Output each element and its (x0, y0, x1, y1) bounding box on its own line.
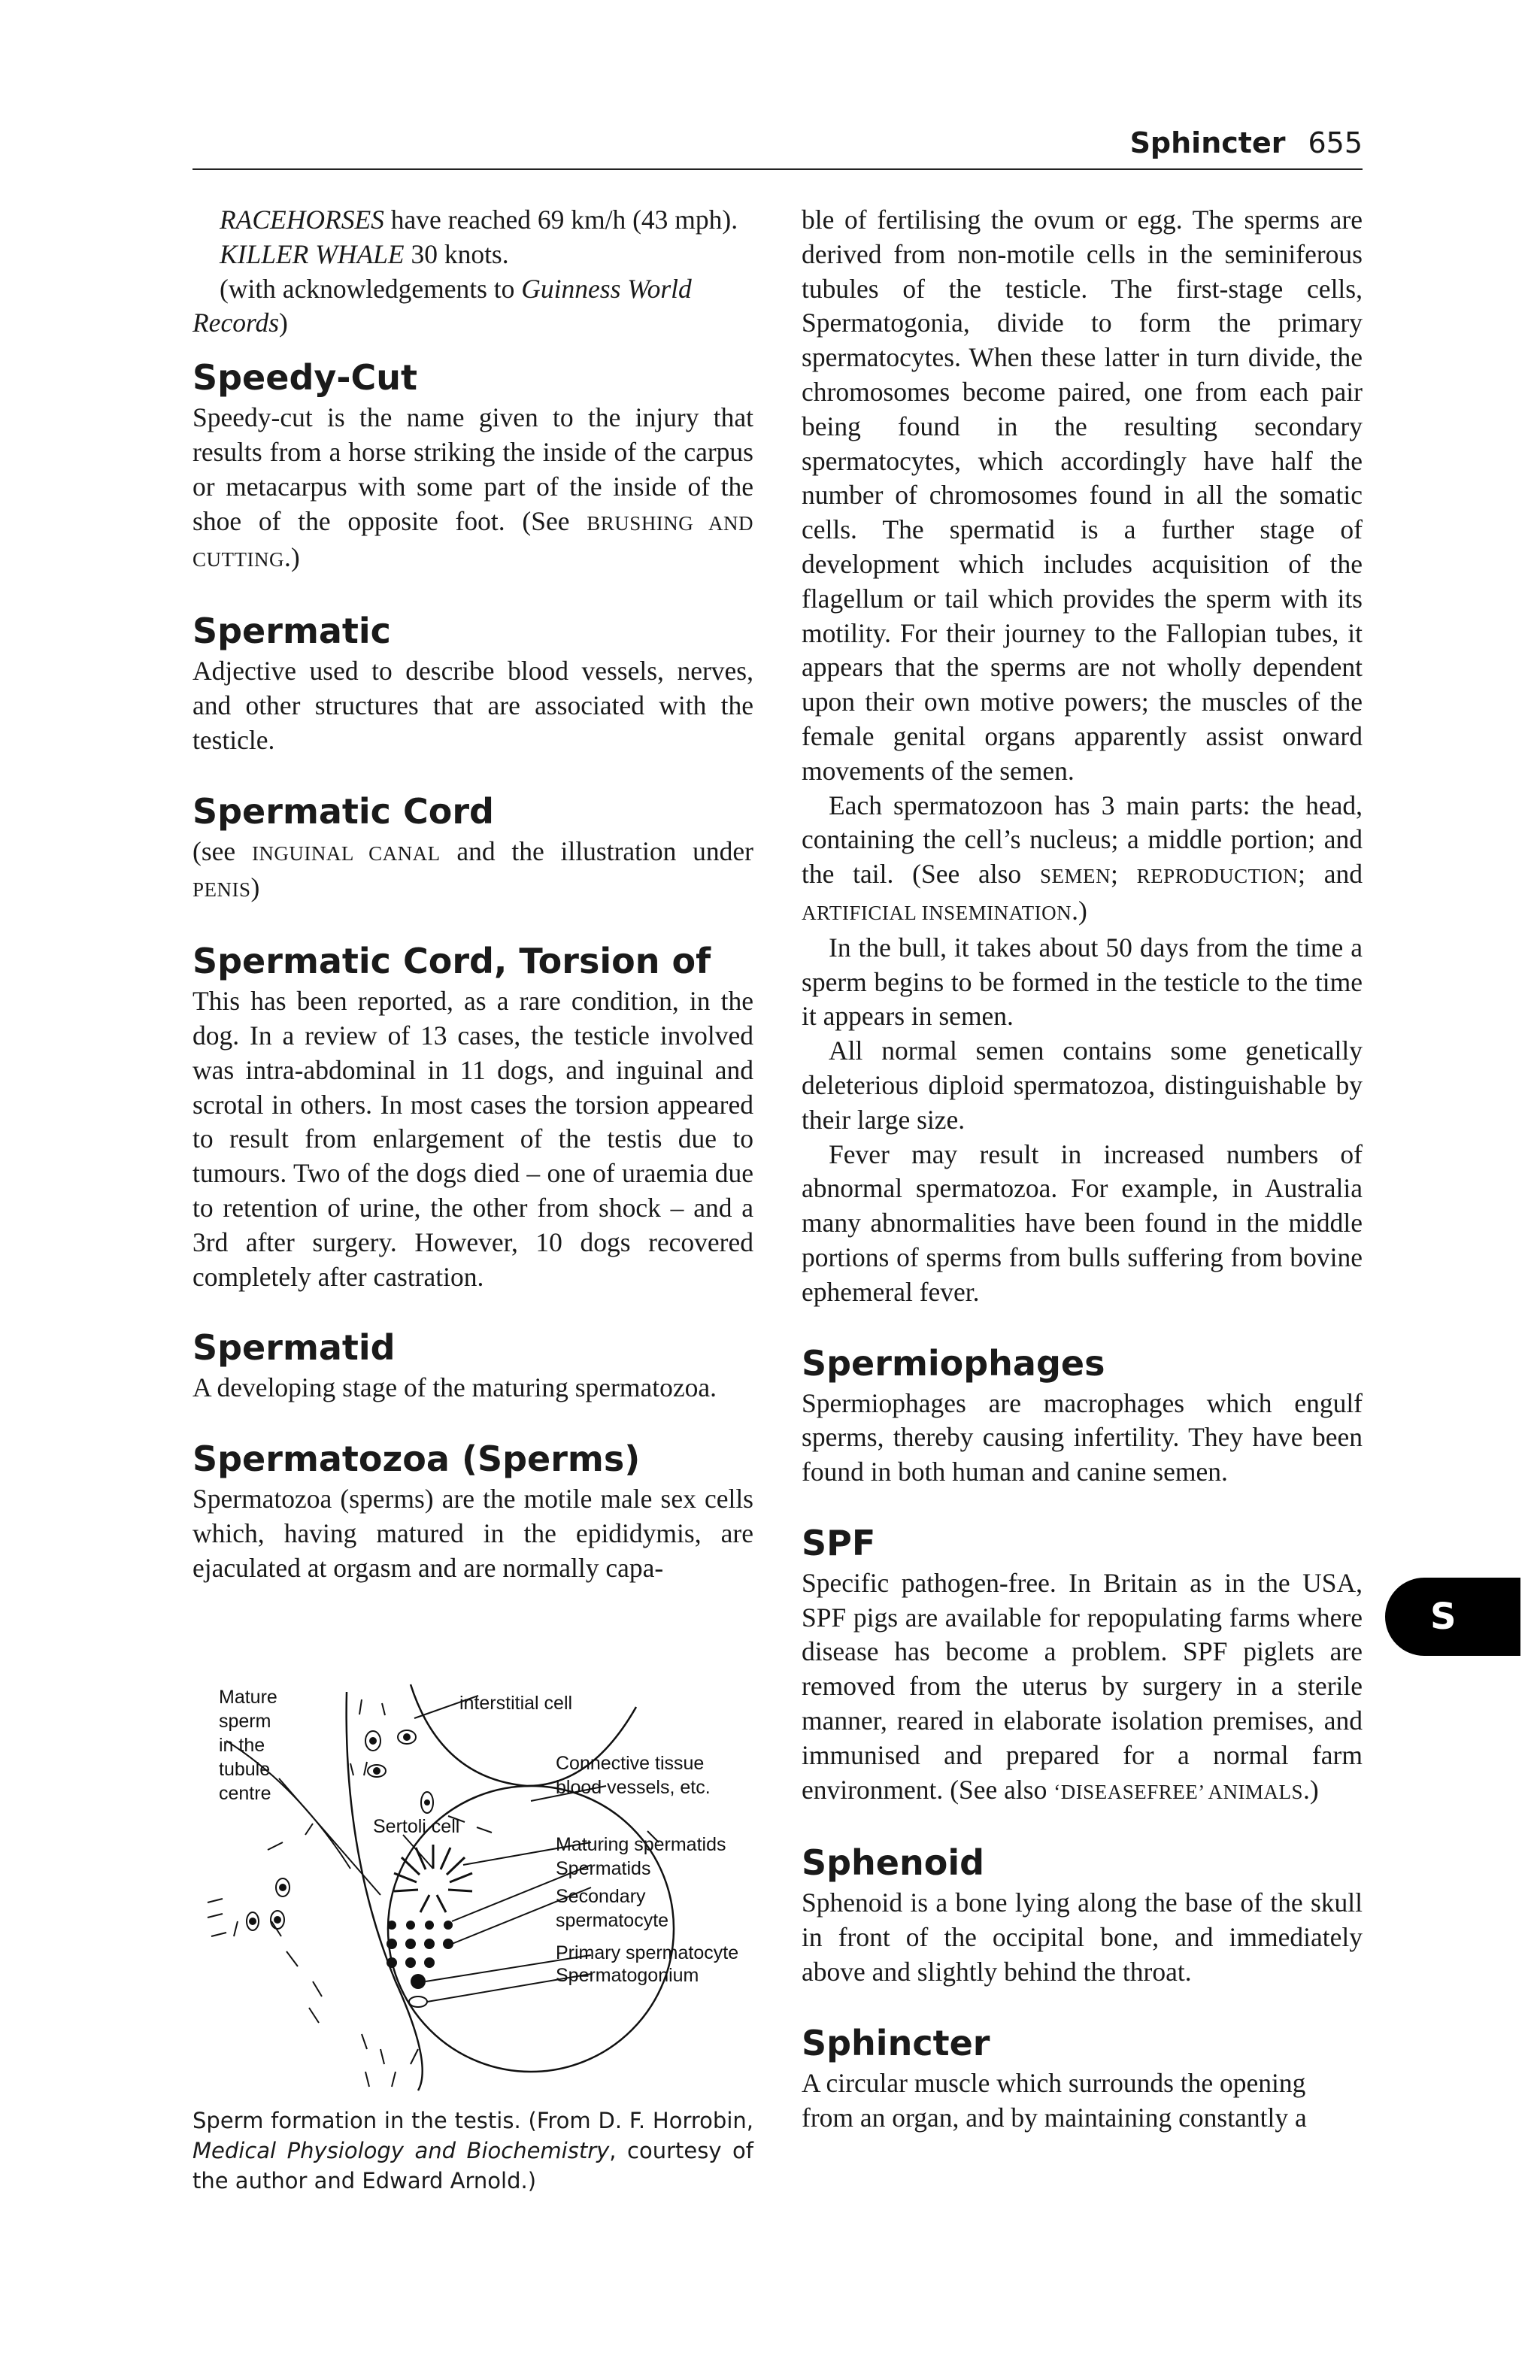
label-spermatogonium: Spermatogonium (556, 1965, 699, 1986)
sperm-formation-figure (192, 1673, 764, 2094)
racehorses-entry (192, 203, 753, 238)
page-number: 655 (1308, 126, 1363, 159)
speedy-cut-cross-ref[interactable]: BRUSHING AND CUTTING (192, 511, 753, 572)
cross-ref-diseasefree-animals[interactable]: ‘DISEASEFREE’ ANIMALS (1053, 1780, 1303, 1803)
bull-paragraph: In the bull, it takes about 50 days from the time a sperm begins to be formed in the testicle to the time it appears in semen. (802, 932, 1363, 1032)
cross-ref-semen[interactable]: SEMEN (1039, 865, 1111, 888)
right-column (802, 203, 1363, 2135)
spermatozoa-continued: ble of fertilising the ovum or egg. The sperms are derived from non-motile cells in the seminiferous tubules of the testicle. The first-stage cells, Spermatogonia, divide to form the primary spermatocytes. When these latter in turn divide, the chromosomes become paired, one from each pair being found in the resulting secondary spermatocytes, which accordingly have half the number of chromosomes found in all the somatic cells. The spermatid is a further stage of development which includes acquisition of the flagellum or tail which provides the sperm with its motility. For their journey to the Fallopian tubes, it appears that the sperms are not wholly dependent upon their own motive powers; the muscles of the female genital organs apparently assist onward movements of the semen. (802, 205, 1363, 786)
spermatic-cord-close: ) (250, 872, 260, 903)
label-interstitial-cell: interstitial cell (459, 1693, 573, 1714)
label-primary-spermatocyte: Primary spermatocyte (556, 1942, 739, 1963)
ack-source: Guinness World Records (192, 273, 692, 338)
killer-whale-name: KILLER WHALE (220, 238, 405, 269)
spermatozoon-parts (802, 789, 1363, 931)
header-title: Sphincter (1129, 126, 1286, 159)
heading-speedy-cut: Speedy-Cut (192, 357, 417, 399)
spf-see-end: .) (1302, 1774, 1319, 1805)
speedy-cut-body (192, 401, 753, 578)
spermatic-cord-open: (see (192, 835, 252, 866)
spf-see: (See also (950, 1774, 1054, 1805)
left-column (192, 203, 753, 1586)
speedy-cut-see-end: .) (283, 542, 300, 573)
sperm-formation-diagram (192, 1673, 764, 2094)
cross-ref-inguinal-canal[interactable]: INGUINAL CANAL (251, 841, 441, 865)
heading-spermatic: Spermatic (192, 611, 391, 652)
cross-ref-artificial-insemination[interactable]: ARTIFICIAL INSEMINATION (802, 901, 1072, 924)
figure-caption (192, 2106, 753, 2196)
ack-post: ) (279, 308, 288, 338)
label-secondary-spermatocyte-2: spermatocyte (556, 1910, 669, 1931)
parts-see: (See also (912, 859, 1040, 890)
killer-whale-entry (192, 238, 753, 272)
caption-credit: , courtesy of the author and Edward Arnold.) (192, 2138, 753, 2194)
label-sertoli-cell: Sertoli cell (373, 1816, 460, 1837)
heading-spermatid: Spermatid (192, 1327, 396, 1369)
heading-spermatic-cord: Spermatic Cord (192, 790, 494, 832)
heading-spermiophages: Spermiophages (802, 1342, 1105, 1384)
killer-whale-text: 30 knots. (404, 238, 509, 269)
spermatic-cord-mid: and the illustration under (440, 835, 753, 866)
speedy-cut-see: (See (522, 505, 587, 536)
sphincter-body: A circular muscle which surrounds the opening from an organ, and by maintaining constantly a (802, 2067, 1307, 2133)
parts-sep-2: ; and (1298, 859, 1363, 890)
label-mature-sperm-2: sperm (219, 1711, 271, 1732)
spf-body (802, 1566, 1363, 1810)
spermatogonium-cell (409, 1996, 427, 2007)
heading-sphincter: Sphincter (802, 2022, 990, 2063)
ack-pre: (with acknowledgements to (220, 273, 522, 304)
running-head (192, 126, 1363, 170)
parts-sep-1: ; (1110, 859, 1137, 890)
label-spermatids: Spermatids (556, 1858, 651, 1879)
label-mature-sperm-1: Mature (219, 1687, 277, 1708)
label-maturing-spermatids: Maturing spermatids (556, 1834, 726, 1855)
racehorses-text: have reached 69 km/h (43 mph). (383, 205, 738, 235)
fever-paragraph: Fever may result in increased numbers of abnormal spermatozoa. For example, in Australia many abnormalities have been found in the middle portions of sperms from bulls suffering from bovine ephemeral fever. (802, 1138, 1363, 1307)
label-connective-tissue-1: Connective tissue (556, 1753, 705, 1774)
torsion-body: This has been reported, as a rare condition, in the dog. In a review of 13 cases, the testicle involved was intra-abdominal in 11 dogs, and inguinal and scrotal in others. In most cases the torsion appeared to result from enlargement of the testis due to tumours. Two of the dogs died – one of uraemia due to retention of urine, the other from shock – and a 3rd after surgery. However, 10 dogs recovered completely after castration. (192, 986, 753, 1292)
thumb-index-tab: S (1385, 1578, 1520, 1656)
spermatic-body: Adjective used to describe blood vessels, nerves, and other structures that are associated with the testicle. (192, 656, 753, 755)
running-head-text (1130, 126, 1363, 159)
speedy-cut-text: Speedy-cut is the name given to the injury that results from a horse striking the inside of the carpus or metacarpus with some part of the inside of the shoe of the opposite foot. (192, 402, 753, 536)
heading-spf: SPF (802, 1522, 876, 1563)
label-mature-sperm-3: in the (219, 1735, 265, 1756)
diploid-paragraph: All normal semen contains some genetically deleterious diploid spermatozoa, distinguishable by their large size. (802, 1035, 1363, 1135)
spermatid-body: A developing stage of the maturing spermatozoa. (192, 1372, 717, 1403)
spermiophages-body: Spermiophages are macrophages which engulf sperms, thereby causing infertility. They have been found in both human and canine semen. (802, 1387, 1363, 1487)
heading-sphenoid: Sphenoid (802, 1842, 985, 1884)
label-mature-sperm-4: tubule (219, 1759, 271, 1780)
caption-book-title: Medical Physiology and Biochemistry (192, 2138, 610, 2163)
sertoli-cell-shape (421, 1792, 433, 1813)
cross-ref-reproduction[interactable]: REPRODUCTION (1136, 865, 1299, 888)
caption-text: Sperm formation in the testis. (From D. F. Horrobin, (192, 2108, 753, 2133)
label-secondary-spermatocyte-1: Secondary (556, 1886, 646, 1907)
racehorses-name: RACEHORSES (220, 205, 384, 235)
spermatic-cord-body (192, 835, 753, 908)
label-mature-sperm-5: centre (219, 1783, 271, 1804)
parts-text: Each spermatozoon has 3 main parts: the head, containing the cell’s nucleus; a middle portion; and the tail. (802, 790, 1363, 890)
label-connective-tissue-2: blood vessels, etc. (556, 1777, 711, 1798)
cross-ref-penis[interactable]: PENIS (192, 878, 251, 902)
parts-end: .) (1072, 895, 1087, 926)
heading-torsion: Spermatic Cord, Torsion of (192, 941, 711, 982)
spf-text: Specific pathogen-free. In Britain as in the USA, SPF pigs are available for repopulating farms where disease has become a problem. SPF piglets are removed from the uterus by surgery in a sterile manner, reared in elaborate isolation premises, and immunised and prepared for a normal farm environment. (802, 1567, 1363, 1805)
sphenoid-body: Sphenoid is a bone lying along the base of the skull in front of the occipital bone, and immediately above and slightly behind the throat. (802, 1887, 1363, 1987)
heading-spermatozoa: Spermatozoa (Sperms) (192, 1439, 641, 1480)
spermatozoa-body: Spermatozoa (sperms) are the motile male sex cells which, having matured in the epididymis, are ejaculated at orgasm and are normally capa- (192, 1484, 753, 1583)
acknowledgement (192, 272, 753, 341)
maturing-spermatids-cluster (394, 1845, 472, 1912)
